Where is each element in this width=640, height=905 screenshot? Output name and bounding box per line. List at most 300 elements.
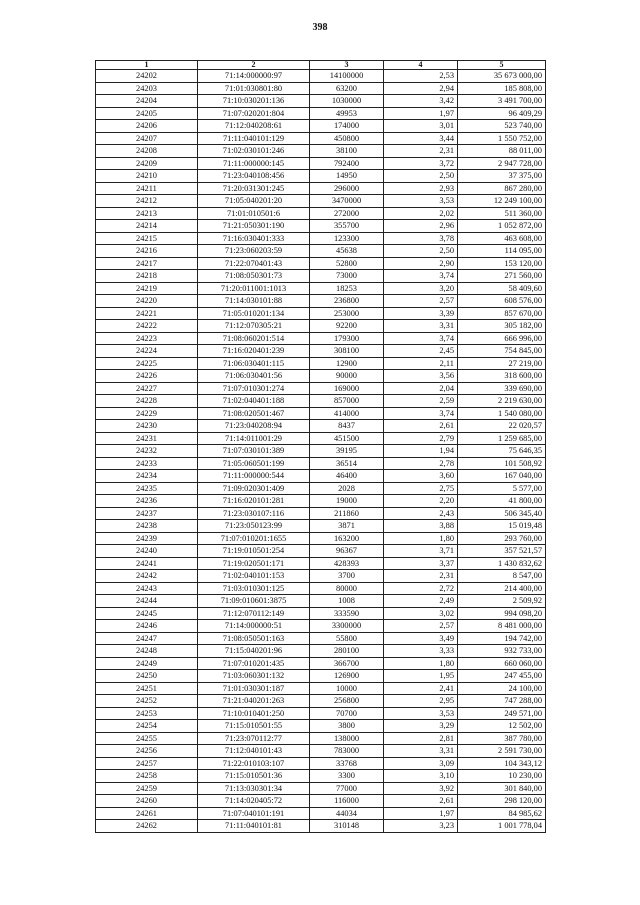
table-cell: 71:16:030401:333 [198,232,310,245]
table-row [96,345,546,358]
table-cell: 3,78 [384,232,458,245]
table-cell: 24251 [96,682,198,695]
table-cell: 12900 [310,357,384,370]
table-cell: 511 360,00 [458,207,546,220]
table-cell: 71:07:020201:804 [198,107,310,120]
table-cell: 194 742,00 [458,632,546,645]
table-row [96,645,546,658]
table-cell: 2,75 [384,482,458,495]
table-row [96,595,546,608]
table-cell: 2,02 [384,207,458,220]
table-row [96,82,546,95]
table-cell: 71:12:040208:61 [198,120,310,133]
table-cell: 2,11 [384,357,458,370]
column-header: 1 [96,61,198,70]
table-cell: 2 947 728,00 [458,157,546,170]
table-cell: 2,57 [384,295,458,308]
table-cell: 24256 [96,745,198,758]
table-row [96,382,546,395]
table-cell: 24255 [96,732,198,745]
table-cell: 24261 [96,807,198,820]
table-cell: 293 760,00 [458,532,546,545]
table-header-row [96,61,546,70]
table-cell: 22 020,57 [458,420,546,433]
table-row [96,370,546,383]
table-cell: 24210 [96,170,198,183]
table-cell: 71:23:040208:94 [198,420,310,433]
table-cell: 3,29 [384,720,458,733]
table-cell: 24221 [96,307,198,320]
table-cell: 24236 [96,495,198,508]
table-row [96,532,546,545]
table-row [96,270,546,283]
table-cell: 24249 [96,657,198,670]
table-cell: 71:05:040201:20 [198,195,310,208]
table-cell: 24205 [96,107,198,120]
table-row [96,407,546,420]
table-cell: 451500 [310,432,384,445]
table-cell: 71:16:020101:281 [198,495,310,508]
table-row [96,432,546,445]
table-row [96,732,546,745]
table-row [96,445,546,458]
table-cell: 2,31 [384,570,458,583]
table-cell: 24262 [96,820,198,833]
table-cell: 1 052 872,00 [458,220,546,233]
table-cell: 70700 [310,707,384,720]
table-cell: 14950 [310,170,384,183]
table-row [96,257,546,270]
table-row [96,470,546,483]
table-cell: 71:08:060201:514 [198,332,310,345]
table-row [96,495,546,508]
table-body [96,70,546,833]
table-cell: 3,71 [384,545,458,558]
table-cell: 71:23:040108:456 [198,170,310,183]
table-cell: 2,31 [384,145,458,158]
table-cell: 2,50 [384,245,458,258]
table-row [96,357,546,370]
table-cell: 80000 [310,582,384,595]
table-cell: 3700 [310,570,384,583]
table-row [96,295,546,308]
table-cell: 63200 [310,82,384,95]
table-cell: 71:23:060203:59 [198,245,310,258]
table-cell: 3300 [310,770,384,783]
table-cell: 3,92 [384,782,458,795]
table-cell: 2,20 [384,495,458,508]
table-cell: 3,02 [384,607,458,620]
table-cell: 71:12:070305:21 [198,320,310,333]
table-row [96,670,546,683]
table-cell: 2,50 [384,170,458,183]
table-row [96,582,546,595]
table-cell: 71:19:010501:254 [198,545,310,558]
table-cell: 71:07:010201:435 [198,657,310,670]
table-cell: 280100 [310,645,384,658]
table-cell: 71:09:020301:409 [198,482,310,495]
table-cell: 308100 [310,345,384,358]
table-row [96,520,546,533]
table-cell: 71:12:040101:43 [198,745,310,758]
table-row [96,757,546,770]
table-cell: 2,90 [384,257,458,270]
table-cell: 101 508,92 [458,457,546,470]
table-cell: 71:09:010601:3875 [198,595,310,608]
table-cell: 71:21:040201:263 [198,695,310,708]
table-cell: 236800 [310,295,384,308]
table-cell: 24219 [96,282,198,295]
table-cell: 2,93 [384,182,458,195]
page-number: 398 [312,22,328,33]
table-cell: 2,78 [384,457,458,470]
table-cell: 1 540 080,00 [458,407,546,420]
table-row [96,145,546,158]
table-cell: 24232 [96,445,198,458]
table-row [96,120,546,133]
table-row [96,620,546,633]
table-cell: 3,01 [384,120,458,133]
table-cell: 71:08:050501:163 [198,632,310,645]
table-cell: 428393 [310,557,384,570]
table-cell: 24209 [96,157,198,170]
table-cell: 71:01:030301:187 [198,682,310,695]
table-cell: 1,95 [384,670,458,683]
table-cell: 71:01:030801:80 [198,82,310,95]
table-cell: 10000 [310,682,384,695]
table-cell: 3,09 [384,757,458,770]
table-cell: 3,60 [384,470,458,483]
table-cell: 24248 [96,645,198,658]
table-cell: 24238 [96,520,198,533]
table-cell: 214 400,00 [458,582,546,595]
table-cell: 3,88 [384,520,458,533]
table-cell: 24257 [96,757,198,770]
column-header: 4 [384,61,458,70]
table-cell: 71:01:010501:6 [198,207,310,220]
table-cell: 96367 [310,545,384,558]
table-cell: 3,49 [384,632,458,645]
table-cell: 71:23:030107:116 [198,507,310,520]
table-row [96,782,546,795]
table-cell: 71:15:010501:55 [198,720,310,733]
table-cell: 3871 [310,520,384,533]
table-cell: 24214 [96,220,198,233]
table-cell: 24224 [96,345,198,358]
table-row [96,545,546,558]
table-cell: 71:22:010103:107 [198,757,310,770]
table-cell: 71:06:030401:115 [198,357,310,370]
table-cell: 73000 [310,270,384,283]
table-cell: 71:15:010501:36 [198,770,310,783]
table-cell: 2 591 730,00 [458,745,546,758]
table-cell: 71:14:000000:97 [198,70,310,83]
table-cell: 55800 [310,632,384,645]
table-cell: 24203 [96,82,198,95]
table-cell: 116000 [310,795,384,808]
table-cell: 163200 [310,532,384,545]
table-cell: 247 455,00 [458,670,546,683]
table-cell: 1,80 [384,657,458,670]
table-cell: 24225 [96,357,198,370]
table-row [96,820,546,833]
table-cell: 24230 [96,420,198,433]
table-cell: 24 100,00 [458,682,546,695]
table-cell: 2,53 [384,70,458,83]
table-cell: 24206 [96,120,198,133]
table-cell: 41 800,00 [458,495,546,508]
table-cell: 153 120,00 [458,257,546,270]
table-cell: 39195 [310,445,384,458]
table-cell: 867 280,00 [458,182,546,195]
table-cell: 24218 [96,270,198,283]
table-row [96,170,546,183]
table-cell: 5 577,00 [458,482,546,495]
table-cell: 2 219 630,00 [458,395,546,408]
table-cell: 71:02:040101:153 [198,570,310,583]
table-cell: 46400 [310,470,384,483]
table-cell: 24223 [96,332,198,345]
table-cell: 44034 [310,807,384,820]
table-cell: 24208 [96,145,198,158]
table-cell: 1 430 832,62 [458,557,546,570]
table-row [96,307,546,320]
column-header: 3 [310,61,384,70]
table-cell: 3,53 [384,195,458,208]
table-cell: 2,43 [384,507,458,520]
table-cell: 75 646,35 [458,445,546,458]
table-cell: 24227 [96,382,198,395]
table-cell: 179300 [310,332,384,345]
table-cell: 256800 [310,695,384,708]
table-cell: 24202 [96,70,198,83]
table-cell: 24250 [96,670,198,683]
table-cell: 24217 [96,257,198,270]
table-cell: 754 845,00 [458,345,546,358]
table-cell: 24239 [96,532,198,545]
table-cell: 2,45 [384,345,458,358]
table-cell: 3,56 [384,370,458,383]
table-cell: 24215 [96,232,198,245]
table-row [96,557,546,570]
table-cell: 19000 [310,495,384,508]
table-cell: 24252 [96,695,198,708]
table-cell: 3,31 [384,745,458,758]
table-cell: 52800 [310,257,384,270]
table-cell: 3,31 [384,320,458,333]
table-cell: 3,53 [384,707,458,720]
table-cell: 71:08:020501:467 [198,407,310,420]
table-row [96,207,546,220]
table-cell: 71:05:060501:199 [198,457,310,470]
table-cell: 333590 [310,607,384,620]
table-row [96,607,546,620]
table-cell: 1 550 752,00 [458,132,546,145]
table-cell: 27 219,00 [458,357,546,370]
table-cell: 12 502,00 [458,720,546,733]
table-cell: 3,72 [384,157,458,170]
table-cell: 10 230,00 [458,770,546,783]
table-cell: 2,49 [384,595,458,608]
table-cell: 71:14:000000:51 [198,620,310,633]
table-cell: 71:16:020401:239 [198,345,310,358]
table-cell: 2,57 [384,620,458,633]
table-cell: 463 608,00 [458,232,546,245]
table-cell: 24213 [96,207,198,220]
table-cell: 3,42 [384,95,458,108]
table-cell: 2,61 [384,795,458,808]
table-row [96,807,546,820]
column-header: 5 [458,61,546,70]
table-cell: 71:03:060301:132 [198,670,310,683]
table-cell: 35 673 000,00 [458,70,546,83]
table-cell: 84 985,62 [458,807,546,820]
table-cell: 1,80 [384,532,458,545]
table-row [96,107,546,120]
table-cell: 12 249 100,00 [458,195,546,208]
table-cell: 2028 [310,482,384,495]
table-cell: 339 690,00 [458,382,546,395]
table-cell: 71:14:020405:72 [198,795,310,808]
table-cell: 1 001 778,04 [458,820,546,833]
table-cell: 3,74 [384,407,458,420]
table-row [96,770,546,783]
table-row [96,795,546,808]
table-cell: 71:03:010301:125 [198,582,310,595]
table-cell: 24235 [96,482,198,495]
table-cell: 71:10:010401:250 [198,707,310,720]
table-cell: 71:14:030101:88 [198,295,310,308]
table-row [96,195,546,208]
table-cell: 71:06:030401:56 [198,370,310,383]
table-cell: 126900 [310,670,384,683]
table-cell: 3,20 [384,282,458,295]
table-row [96,507,546,520]
table-cell: 24234 [96,470,198,483]
table-cell: 71:13:030301:34 [198,782,310,795]
table-cell: 3,23 [384,820,458,833]
table-cell: 24259 [96,782,198,795]
table-cell: 305 182,00 [458,320,546,333]
table-cell: 2 509,92 [458,595,546,608]
table-cell: 857 670,00 [458,307,546,320]
table-cell: 71:14:011001:29 [198,432,310,445]
table-cell: 211860 [310,507,384,520]
column-header: 2 [198,61,310,70]
table-cell: 387 780,00 [458,732,546,745]
table-cell: 414000 [310,407,384,420]
table-cell: 24228 [96,395,198,408]
table-cell: 37 375,00 [458,170,546,183]
table-cell: 71:02:030101:246 [198,145,310,158]
table-cell: 24245 [96,607,198,620]
table-cell: 747 288,00 [458,695,546,708]
table-cell: 3,10 [384,770,458,783]
table-cell: 3,74 [384,332,458,345]
table-cell: 24231 [96,432,198,445]
table-cell: 24258 [96,770,198,783]
table-row [96,720,546,733]
table-cell: 123300 [310,232,384,245]
table-cell: 24244 [96,595,198,608]
table-cell: 857000 [310,395,384,408]
table-row [96,232,546,245]
table-cell: 783000 [310,745,384,758]
table-cell: 24246 [96,620,198,633]
table-cell: 2,41 [384,682,458,695]
table-cell: 58 409,60 [458,282,546,295]
table-cell: 169000 [310,382,384,395]
table-cell: 71:02:040401:188 [198,395,310,408]
table-cell: 71:07:040101:191 [198,807,310,820]
table-cell: 2,81 [384,732,458,745]
table-cell: 38100 [310,145,384,158]
table-cell: 24216 [96,245,198,258]
table-cell: 104 343,12 [458,757,546,770]
table-row [96,182,546,195]
table-row [96,332,546,345]
table-cell: 8437 [310,420,384,433]
table-row [96,420,546,433]
table-cell: 24241 [96,557,198,570]
table-cell: 1030000 [310,95,384,108]
table-cell: 71:10:030201:136 [198,95,310,108]
table-cell: 71:19:020501:171 [198,557,310,570]
table-row [96,682,546,695]
table-cell: 24204 [96,95,198,108]
table-cell: 71:20:031301:245 [198,182,310,195]
table-cell: 18253 [310,282,384,295]
table-cell: 77000 [310,782,384,795]
table-cell: 1008 [310,595,384,608]
table-cell: 24260 [96,795,198,808]
table-cell: 24233 [96,457,198,470]
table-cell: 88 011,00 [458,145,546,158]
table-cell: 138000 [310,732,384,745]
table-cell: 357 521,57 [458,545,546,558]
table-row [96,282,546,295]
table-cell: 1,97 [384,107,458,120]
table-row [96,745,546,758]
table-row [96,395,546,408]
table-cell: 3 491 700,00 [458,95,546,108]
table-cell: 994 098,20 [458,607,546,620]
table-cell: 2,72 [384,582,458,595]
table-cell: 792400 [310,157,384,170]
table-cell: 3470000 [310,195,384,208]
table-cell: 24220 [96,295,198,308]
table-cell: 49953 [310,107,384,120]
table-row [96,132,546,145]
table-cell: 71:08:050301:73 [198,270,310,283]
table-row [96,320,546,333]
table-cell: 608 576,00 [458,295,546,308]
table-cell: 355700 [310,220,384,233]
table-cell: 167 040,00 [458,470,546,483]
table-cell: 14100000 [310,70,384,83]
table-cell: 24212 [96,195,198,208]
table-cell: 249 571,00 [458,707,546,720]
table-cell: 24242 [96,570,198,583]
table-cell: 185 808,00 [458,82,546,95]
table-cell: 71:20:011001:1013 [198,282,310,295]
table-cell: 174000 [310,120,384,133]
table-cell: 71:11:000000:544 [198,470,310,483]
table-cell: 45638 [310,245,384,258]
table-cell: 318 600,00 [458,370,546,383]
table-cell: 71:05:010201:134 [198,307,310,320]
table-cell: 296000 [310,182,384,195]
